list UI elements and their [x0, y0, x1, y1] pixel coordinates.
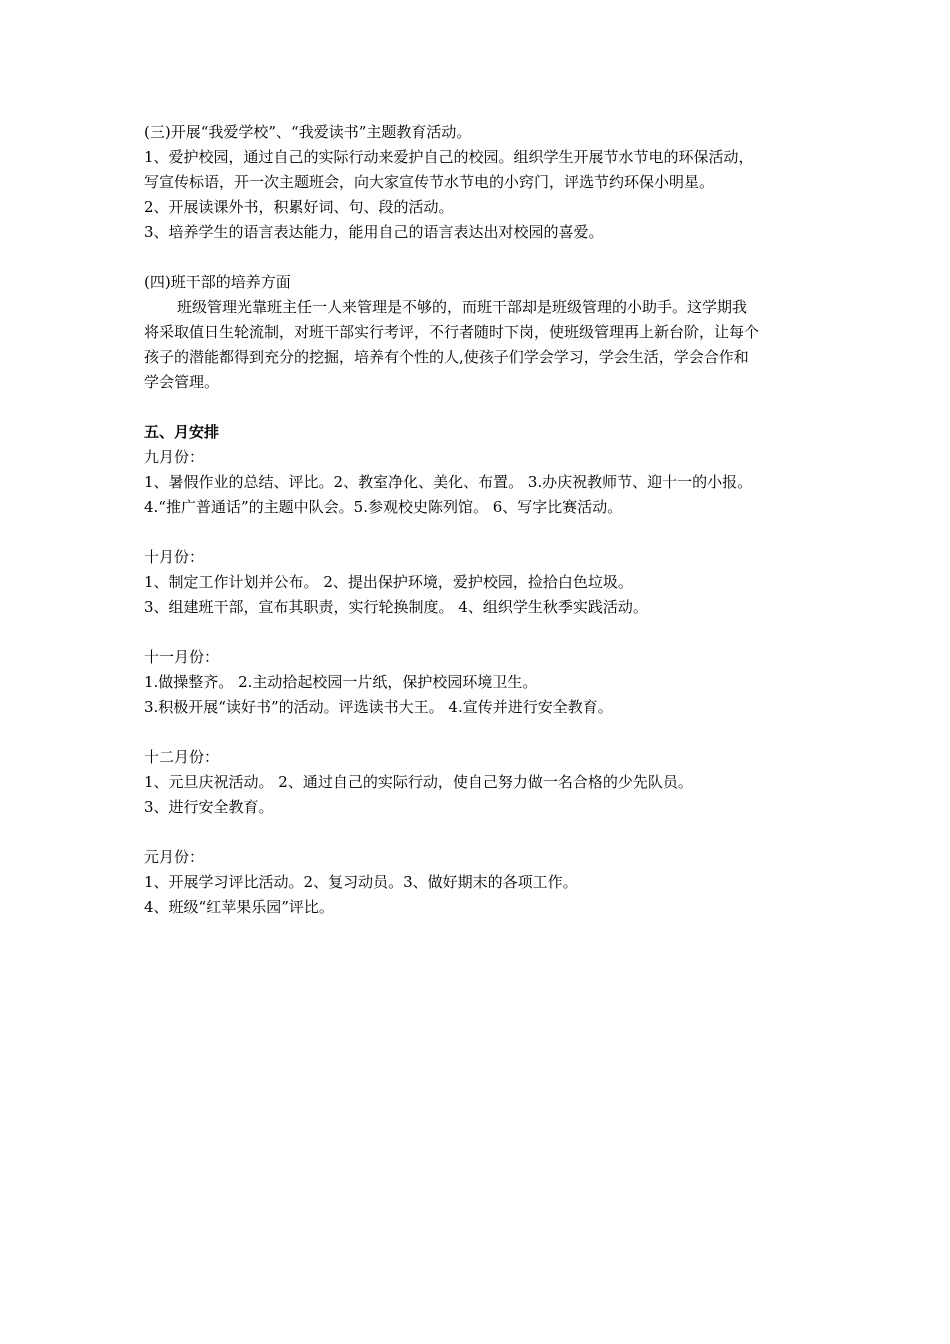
spacer [144, 520, 814, 545]
month-oct-label: 十月份： [144, 548, 205, 566]
month-nov-line2: 3.积极开展“读好书”的活动。评选读书大王。 4.宣传并进行安全教育。 [144, 698, 613, 716]
section4-para-line3: 孩子的潜能都得到充分的挖掘，培养有个性的人,使孩子们学会学习，学会生活，学会合作和 [144, 348, 749, 366]
month-jan-line2: 4、班级“红苹果乐园”评比。 [144, 898, 334, 916]
month-jan-line1: 1、开展学习评比活动。2、复习动员。3、做好期末的各项工作。 [144, 873, 578, 891]
section3-item1-line1: 1、爱护校园，通过自己的实际行动来爱护自己的校园。组织学生开展节水节电的环保活动， [144, 148, 754, 166]
section3-item1-line2: 写宣传标语，开一次主题班会，向大家宣传节水节电的小窍门，评选节约环保小明星。 [144, 173, 715, 191]
section4-para-line4: 学会管理。 [144, 373, 220, 391]
month-sep-label: 九月份： [144, 448, 205, 466]
section3-item2: 2、开展读课外书，积累好词、句、段的活动。 [144, 198, 454, 216]
section4-para-line1: 班级管理光靠班主任一人来管理是不够的，而班干部却是班级管理的小助手。这学期我 [177, 298, 748, 316]
section4-para-line2: 将采取值日生轮流制，对班干部实行考评，不行者随时下岗，使班级管理再上新台阶，让每个 [144, 323, 760, 341]
spacer [144, 395, 814, 420]
spacer [144, 820, 814, 845]
month-jan-label: 元月份： [144, 848, 205, 866]
month-sep-line1: 1、暑假作业的总结、评比。2、教室净化、美化、布置。 3.办庆祝教师节、迎十一的小报。 [144, 473, 753, 491]
month-sep-line2: 4.“推广普通话”的主题中队会。5.参观校史陈列馆。 6、写字比赛活动。 [144, 498, 623, 516]
month-oct-line2: 3、组建班干部，宣布其职责，实行轮换制度。 4、组织学生秋季实践活动。 [144, 598, 648, 616]
section5-heading: 五、月安排 [144, 423, 220, 441]
section4-heading: (四)班干部的培养方面 [144, 273, 291, 291]
section3-heading: (三)开展“我爱学校”、“我爱读书”主题教育活动。 [144, 123, 472, 141]
month-oct-line1: 1、制定工作计划并公布。 2、提出保护环境，爱护校园，捡拾白色垃圾。 [144, 573, 633, 591]
month-nov-label: 十一月份： [144, 648, 220, 666]
month-dec-label: 十二月份： [144, 748, 220, 766]
spacer [144, 620, 814, 645]
document-page [144, 120, 814, 920]
month-nov-line1: 1.做操整齐。 2.主动拾起校园一片纸，保护校园环境卫生。 [144, 673, 538, 691]
spacer [144, 245, 814, 270]
month-dec-line1: 1、元旦庆祝活动。 2、通过自己的实际行动，使自己努力做一名合格的少先队员。 [144, 773, 693, 791]
spacer [144, 720, 814, 745]
month-dec-line2: 3、进行安全教育。 [144, 798, 274, 816]
section3-item3: 3、培养学生的语言表达能力，能用自己的语言表达出对校园的喜爱。 [144, 223, 604, 241]
